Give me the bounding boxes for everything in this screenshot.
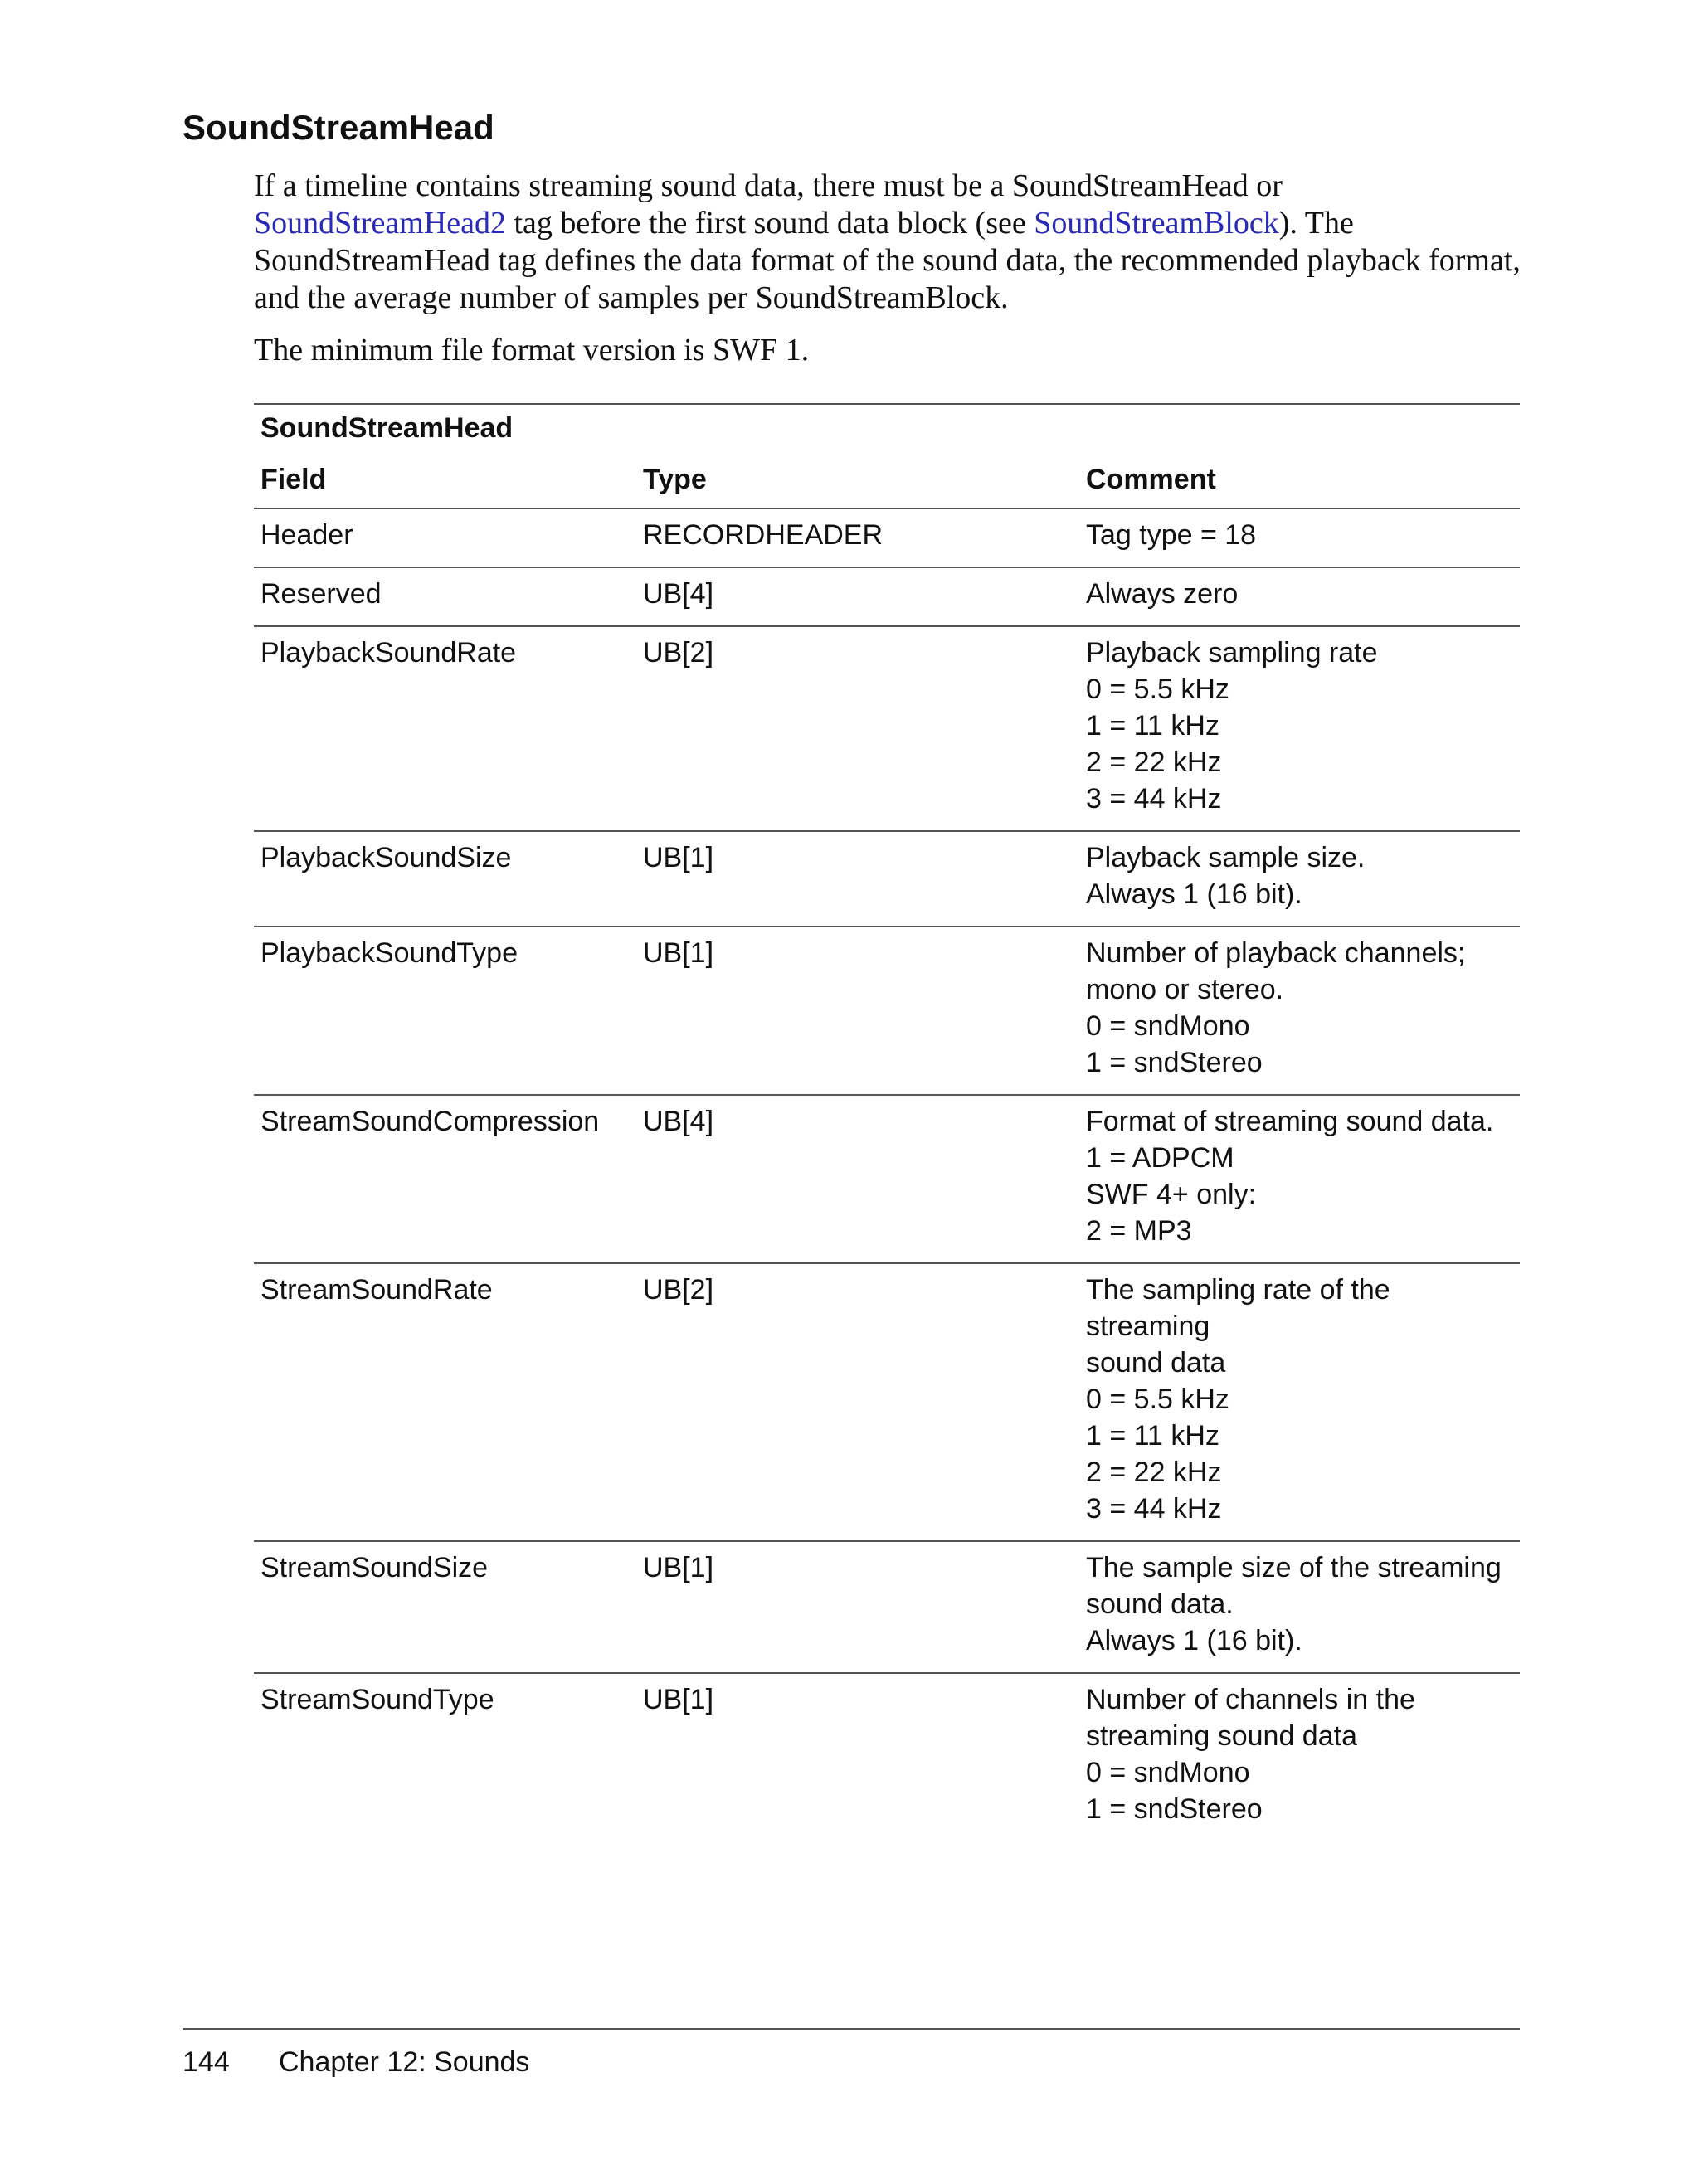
table-caption-row [254,404,1520,455]
field-cell: PlaybackSoundSize [254,831,636,927]
field-cell: StreamSoundRate [254,1263,636,1541]
comment-cell [1079,1095,1520,1263]
type-cell: UB[1] [636,1541,1079,1673]
comment-cell [1079,1541,1520,1673]
table-row [254,831,1520,927]
table-row [254,1541,1520,1673]
comment-line: Playback sample size. [1086,842,1366,873]
comment-line: sound data [1086,1347,1226,1379]
type-cell: UB[4] [636,1095,1079,1263]
comment-cell [1079,1263,1520,1541]
comment-line: 3 = 44 kHz [1086,1493,1222,1525]
comment-cell [1079,927,1520,1095]
comment-cell [1079,626,1520,831]
table-header-row [254,455,1520,508]
comment-cell [1079,567,1520,626]
chapter-title: Chapter 12: Sounds [279,2046,530,2078]
field-cell: StreamSoundCompression [254,1095,636,1263]
table-row [254,626,1520,831]
column-header-type: Type [636,455,1079,508]
comment-line: 1 = 11 kHz [1086,710,1219,742]
table-row [254,1673,1520,1841]
type-cell: RECORDHEADER [636,508,1079,567]
intro-text-segment: If a timeline contains streaming sound data, there must be a SoundStreamHead or [254,168,1283,203]
field-cell: StreamSoundType [260,1684,494,1715]
field-cell: Reserved [254,567,636,626]
type-cell: UB[2] [636,626,1079,831]
comment-line: 1 = 11 kHz [1086,1420,1219,1452]
table-row [254,508,1520,567]
spec-table [254,403,1520,1841]
comment-line: sound data. [1086,1588,1234,1620]
comment-line: 2 = 22 kHz [1086,747,1222,778]
comment-line: Always 1 (16 bit). [1086,1625,1302,1656]
comment-line: Number of playback channels; [1086,937,1466,969]
table-row [254,927,1520,1095]
table-caption: SoundStreamHead [254,404,1520,455]
comment-line: 1 = ADPCM [1086,1142,1234,1174]
table-row [254,1263,1520,1541]
type-cell: UB[1] [636,831,1079,927]
comment-line: Format of streaming sound data. [1086,1106,1494,1137]
comment-cell [1079,831,1520,927]
comment-line: SWF 4+ only: [1086,1179,1257,1210]
intro-text-segment: tag before the first sound data block (see [505,206,1034,241]
comment-line: 1 = sndStereo [1086,1047,1263,1078]
intro-text [254,168,1531,369]
table-body [254,508,1520,1841]
type-cell: UB[2] [636,1263,1079,1541]
comment-line: Playback sampling rate [1086,637,1378,669]
field-cell: PlaybackSoundRate [254,626,636,831]
field-cell: Header [254,508,636,567]
comment-line: 0 = 5.5 kHz [1086,1384,1229,1415]
comment-line: 1 = sndStereo [1086,1793,1263,1825]
comment-line: 0 = sndMono [1086,1010,1250,1042]
table-row [254,567,1520,626]
column-header-comment: Comment [1079,455,1520,508]
comment-line: Number of channels in the [1086,1684,1415,1715]
comment-line: streaming sound data [1086,1720,1357,1752]
section-heading: SoundStreamHead [183,108,494,147]
intro-text-segment: ). The SoundStreamHead tag defines the data format of the sound data, the recommended playback format, and the average number of samples per SoundStreamBlock. [254,206,1521,315]
comment-line: 0 = 5.5 kHz [1086,674,1229,705]
version-note: The minimum file format version is SWF 1. [254,333,810,367]
comment-line: 2 = 22 kHz [1086,1457,1222,1488]
page-number: 144 [183,2046,230,2078]
column-header-field: Field [254,455,636,508]
comment-cell [1079,1673,1520,1841]
field-cell: StreamSoundSize [254,1541,636,1673]
comment-cell [1079,508,1520,567]
type-cell: UB[1] [636,927,1079,1095]
comment-line: 3 = 44 kHz [1086,783,1222,815]
footer-divider [183,2028,1520,2030]
comment-line: The sample size of the streaming [1086,1552,1502,1583]
comment-line: mono or stereo. [1086,974,1284,1005]
type-cell: UB[1] [643,1684,714,1715]
intro-paragraph [254,168,1531,317]
comment-line: Always zero [1086,578,1239,610]
table-row [254,1095,1520,1263]
comment-line: Always 1 (16 bit). [1086,878,1302,910]
comment-line: Tag type = 18 [1086,519,1257,551]
comment-line: 0 = sndMono [1086,1757,1250,1788]
soundstreamblock-link[interactable]: SoundStreamBlock [1034,206,1279,241]
field-cell: PlaybackSoundType [254,927,636,1095]
soundstreamhead2-link[interactable]: SoundStreamHead2 [254,206,506,241]
comment-line: The sampling rate of the streaming [1086,1274,1390,1342]
comment-line: 2 = MP3 [1086,1215,1192,1247]
type-cell: UB[4] [636,567,1079,626]
